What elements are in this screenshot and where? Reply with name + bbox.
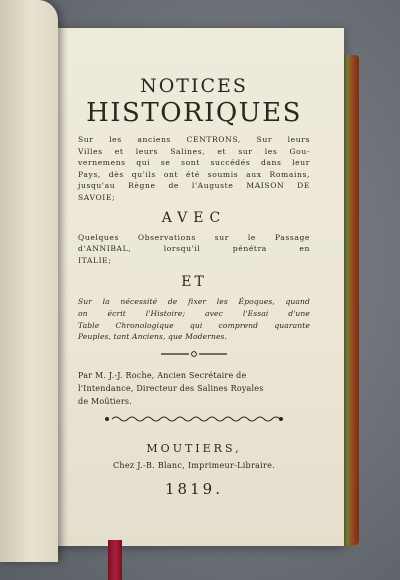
description-paragraph-1 [78, 134, 310, 204]
imprint-publisher: Chez J.-B. Blanc, Imprimeur-Libraire. [112, 460, 276, 470]
ornament-divider-2 [78, 414, 310, 424]
description-paragraph-3 [78, 296, 310, 342]
para1-line: SAVOIE; [78, 192, 116, 202]
para1-line: vernemens qui se sont succédés dans leur [78, 158, 310, 168]
bookmark-ribbon [108, 540, 122, 580]
ornament-rule-icon [159, 350, 229, 358]
title-line-1: NOTICES [140, 75, 248, 97]
para2-line: ITALIE; [78, 255, 112, 265]
para2-line: d'ANNIBAL, lorsqu'il pénétra en [78, 244, 310, 254]
left-flyleaf [0, 0, 58, 562]
author-line: de Moûtiers. [78, 396, 132, 406]
para2-line: Quelques Observations sur le Passage [78, 232, 310, 242]
title-page-text [78, 74, 310, 498]
author-block [78, 369, 310, 408]
imprint-year: 1819. [165, 479, 223, 498]
et-heading: ET [181, 274, 207, 291]
para1-line: Pays, dès qu'ils ont été soumis aux Romains, [78, 169, 310, 179]
para3-line: Sur la nécessité de fixer les Époques, quand [78, 297, 310, 307]
ornament-divider-1 [78, 349, 310, 359]
para3-line: Table Chronologique qui comprend quarante [78, 320, 310, 330]
avec-heading: AVEC [161, 209, 227, 226]
imprint-place: MOUTIERS, [146, 441, 242, 455]
title-line-2: HISTORIQUES [86, 98, 302, 128]
para1-line: Sur les anciens CENTRONS, Sur leurs [78, 135, 310, 144]
para3-line: Peuples, tant Anciens, que Modernes. [78, 332, 228, 342]
para1-line: jusqu'au Règne de l'Auguste MAISON DE [78, 181, 310, 191]
description-paragraph-2 [78, 232, 310, 267]
author-line: l'Intendance, Directeur des Salines Royales [78, 383, 264, 393]
para1-line: Villes et leurs Salines, et sur les Gou- [78, 146, 310, 156]
ornament-chain-icon [104, 415, 284, 423]
para3-line: on écrit l'Histoire; avec l'Essai d'une [78, 308, 310, 318]
author-line: Par M. J.-J. Roche, Ancien Secrétaire de [78, 370, 247, 380]
